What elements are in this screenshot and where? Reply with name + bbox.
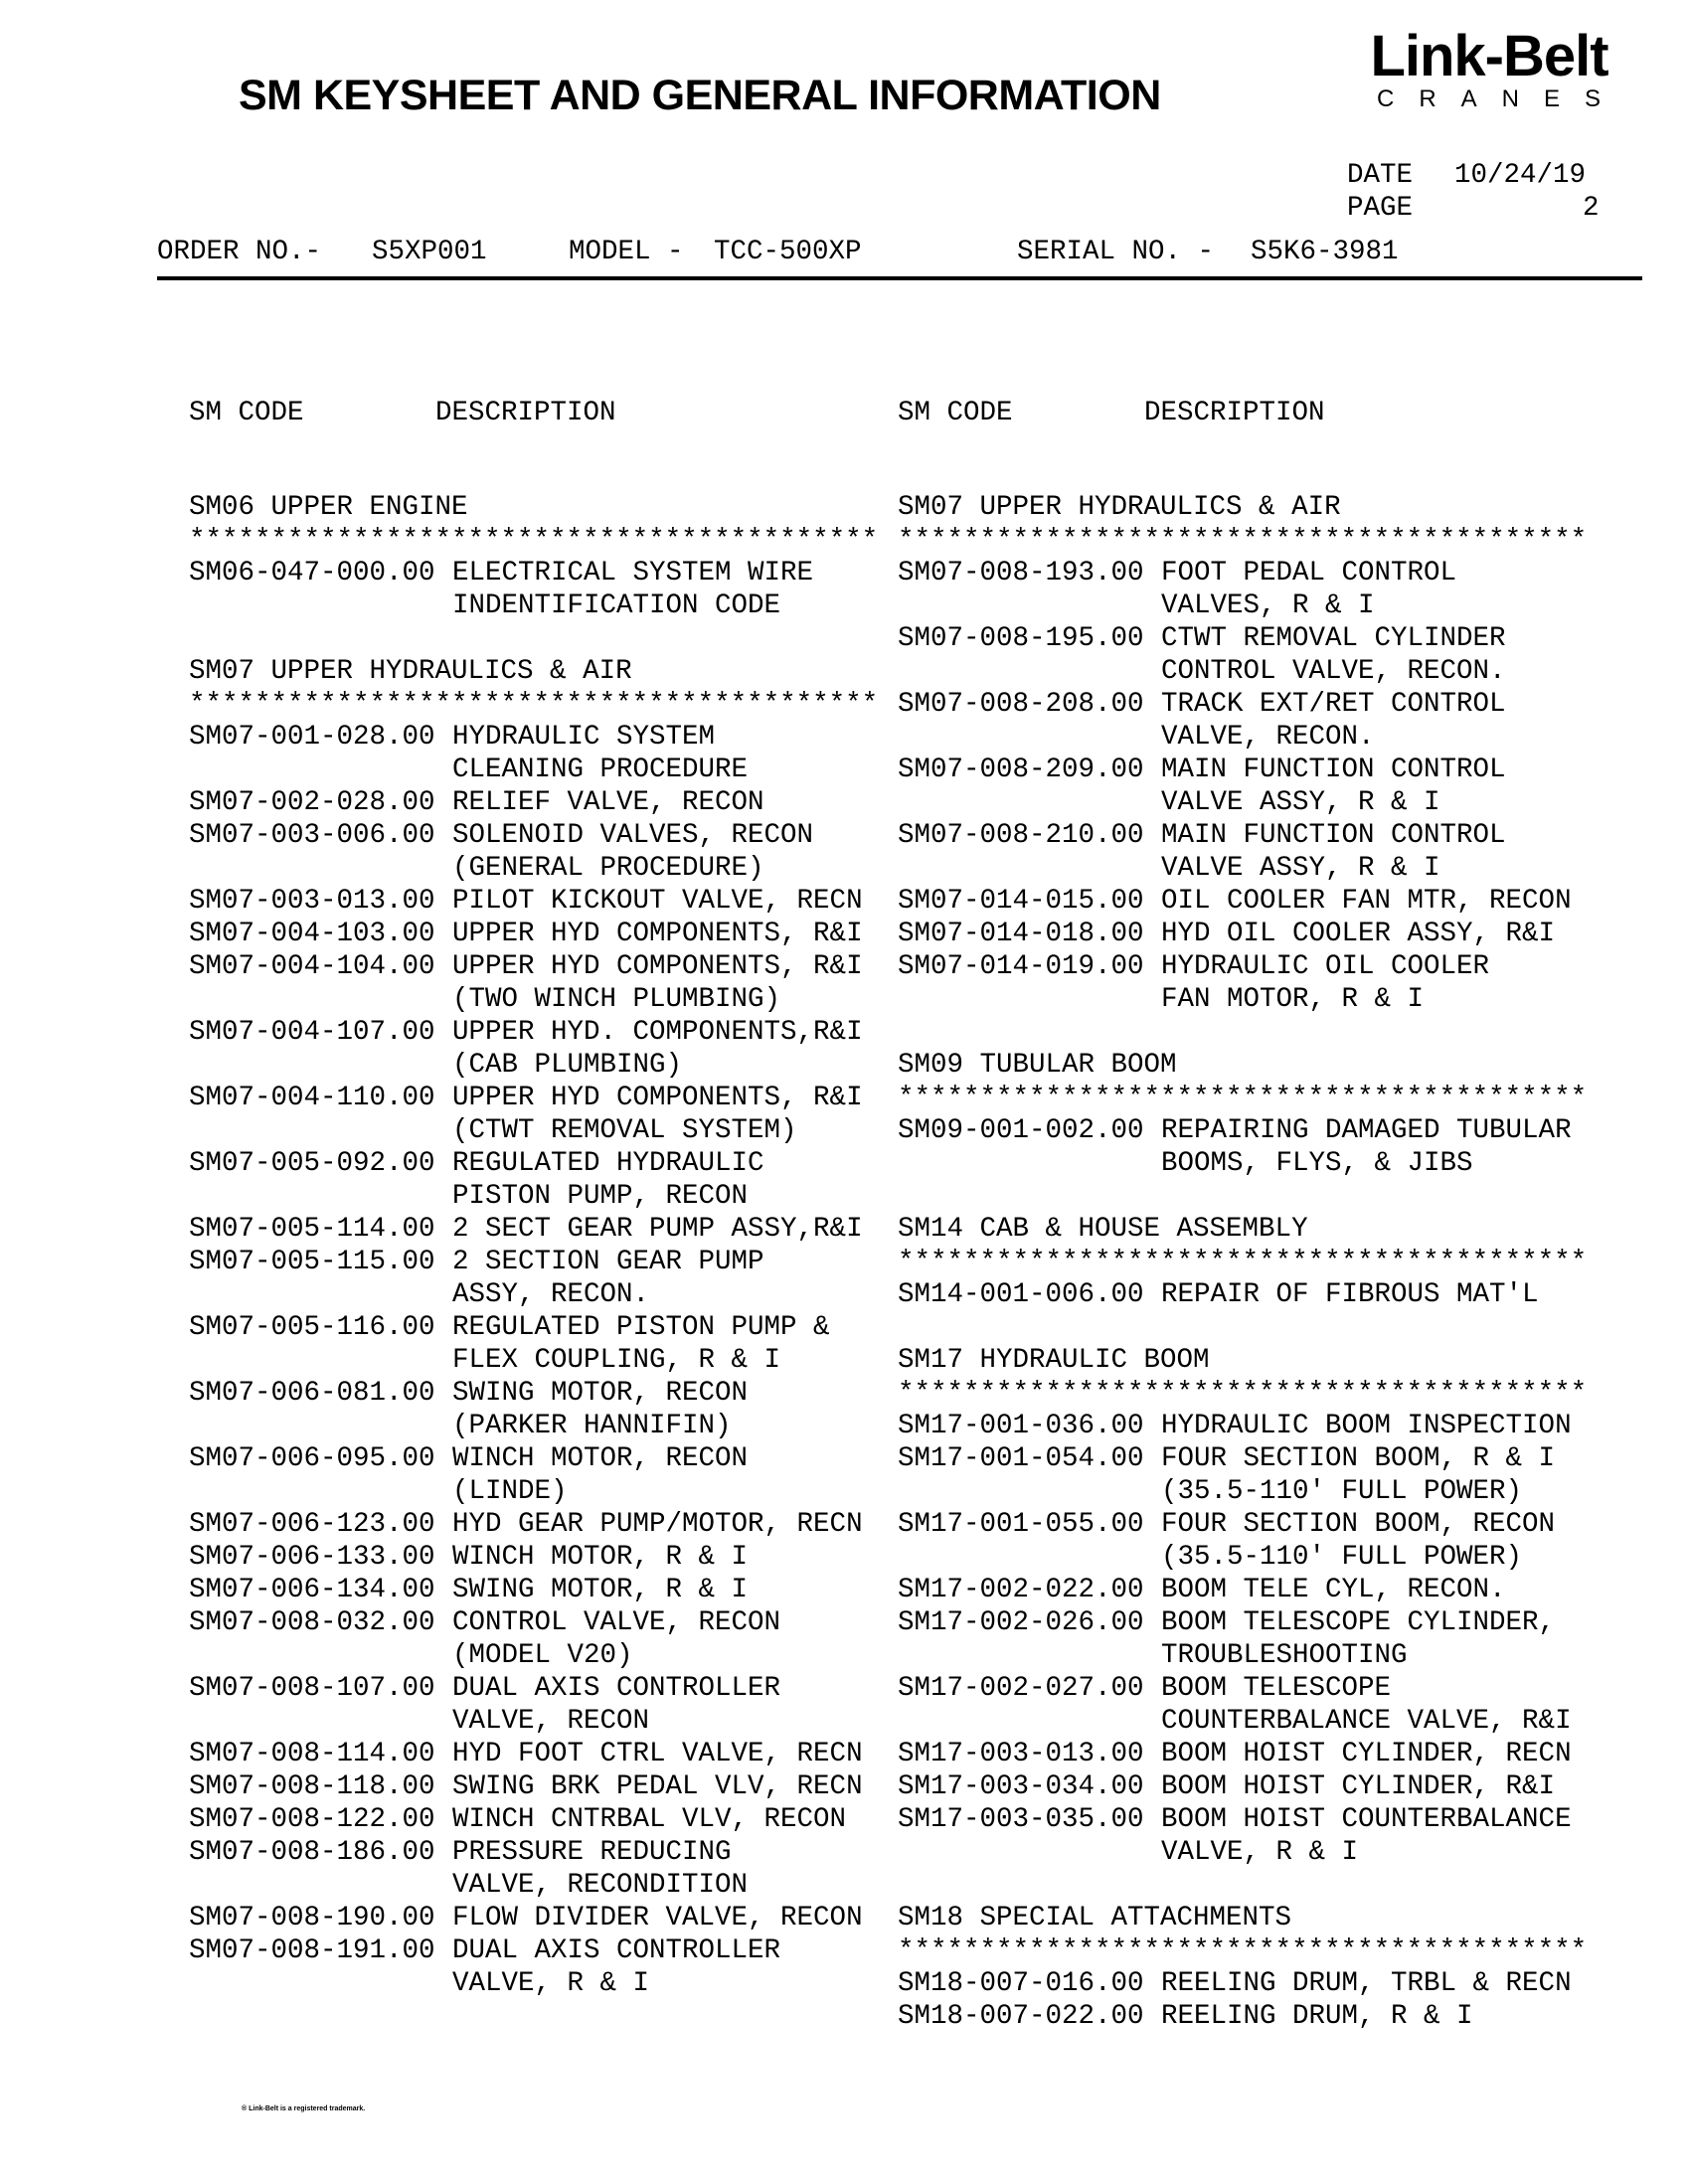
- entry-description: VALVE ASSY, R & I: [1161, 787, 1440, 818]
- entry-description: RELIEF VALVE, RECON: [452, 787, 764, 818]
- entry-description: SOLENOID VALVES, RECON: [452, 820, 814, 851]
- entry-description: (35.5-110' FULL POWER): [1161, 1542, 1523, 1573]
- manual-entry: [189, 918, 878, 950]
- sm-code: SM17-001-036.00: [898, 1411, 1144, 1441]
- model-value: TCC-500XP: [714, 237, 862, 267]
- manual-entry: [189, 1934, 878, 1967]
- asterisk-divider: [189, 688, 878, 721]
- entry-description: REELING DRUM, R & I: [1161, 2001, 1473, 2032]
- sm-code: SM07-004-103.00: [189, 919, 435, 949]
- entry-description: UPPER HYD COMPONENTS, R&I: [452, 919, 863, 949]
- entry-description: (CTWT REMOVAL SYSTEM): [452, 1115, 797, 1146]
- column-header: [189, 397, 878, 429]
- right-entry-list: [898, 491, 1587, 2033]
- entry-description: HYD FOOT CTRL VALVE, RECN: [452, 1739, 863, 1769]
- asterisk-rule: ******************************************: [898, 1247, 1588, 1277]
- sm-code: SM07-006-095.00: [189, 1443, 435, 1474]
- entry-continuation: [189, 1639, 878, 1672]
- entry-description: REGULATED PISTON PUMP &: [452, 1312, 830, 1343]
- asterisk-rule: ******************************************: [898, 525, 1588, 556]
- entry-continuation: [189, 1344, 878, 1377]
- entry-description: FLOW DIVIDER VALVE, RECON: [452, 1903, 863, 1933]
- entry-description: (MODEL V20): [452, 1640, 633, 1671]
- manual-entry: [189, 1902, 878, 1934]
- entry-description: FOOT PEDAL CONTROL: [1161, 558, 1457, 588]
- manual-entry: [898, 1606, 1587, 1639]
- entry-description: VALVE, R & I: [1161, 1837, 1359, 1868]
- entry-description: 2 SECTION GEAR PUMP: [452, 1247, 764, 1277]
- page-number: 2: [1583, 193, 1600, 224]
- section-heading: [898, 1049, 1587, 1082]
- sm-code: SM07-008-107.00: [189, 1673, 435, 1704]
- asterisk-rule: ******************************************: [189, 689, 879, 720]
- entry-description: BOOM HOIST COUNTERBALANCE: [1161, 1804, 1572, 1835]
- entry-description: VALVE ASSY, R & I: [1161, 853, 1440, 884]
- entry-continuation: [189, 1475, 878, 1508]
- sm-code: SM07-008-210.00: [898, 820, 1144, 851]
- column-header: [898, 397, 1587, 429]
- order-label: ORDER NO.-: [157, 237, 322, 267]
- sm-code: SM17-002-026.00: [898, 1607, 1144, 1638]
- manual-entry: [189, 1442, 878, 1475]
- brand-logo: [1340, 24, 1638, 113]
- model-label: MODEL -: [569, 237, 684, 267]
- sm-code: SM07-003-006.00: [189, 820, 435, 851]
- section-title: SM09 TUBULAR BOOM: [898, 1050, 1177, 1081]
- manual-entry: [898, 1442, 1587, 1475]
- blank-line: [898, 1180, 1587, 1213]
- entry-description: (GENERAL PROCEDURE): [452, 853, 764, 884]
- sm-code: SM07-005-114.00: [189, 1214, 435, 1245]
- sm-code: SM17-003-013.00: [898, 1739, 1144, 1769]
- entry-description: DUAL AXIS CONTROLLER: [452, 1673, 781, 1704]
- sm-code: SM07-006-081.00: [189, 1378, 435, 1409]
- section-heading: [898, 1344, 1587, 1377]
- manual-entry: [189, 1672, 878, 1705]
- entry-continuation: [189, 589, 878, 622]
- entry-description: ELECTRICAL SYSTEM WIRE: [452, 558, 814, 588]
- blank-line: [898, 1016, 1587, 1049]
- manual-entry: [189, 1541, 878, 1574]
- entry-description: HYD GEAR PUMP/MOTOR, RECN: [452, 1509, 863, 1540]
- entry-continuation: [189, 1278, 878, 1311]
- serial-label: SERIAL NO. -: [1017, 237, 1215, 267]
- sm-code: SM17-002-027.00: [898, 1673, 1144, 1704]
- entry-description: REGULATED HYDRAULIC: [452, 1148, 764, 1179]
- entry-description: BOOMS, FLYS, & JIBS: [1161, 1148, 1473, 1179]
- section-heading: [898, 1902, 1587, 1934]
- entry-continuation: [189, 1049, 878, 1082]
- sm-code: SM07-006-134.00: [189, 1575, 435, 1605]
- entry-continuation: [189, 1705, 878, 1738]
- sm-code: SM07-005-092.00: [189, 1148, 435, 1179]
- sm-code: SM17-003-035.00: [898, 1804, 1144, 1835]
- manual-entry: [189, 1016, 878, 1049]
- sm-code: SM06-047-000.00: [189, 558, 435, 588]
- manual-entry: [189, 1311, 878, 1344]
- asterisk-rule: ******************************************: [189, 525, 879, 556]
- left-entry-list: [189, 491, 878, 2000]
- manual-entry: [898, 1508, 1587, 1541]
- entry-description: FAN MOTOR, R & I: [1161, 984, 1425, 1015]
- sm-code: SM17-001-055.00: [898, 1509, 1144, 1540]
- manual-entry: [898, 950, 1587, 983]
- sm-code: SM07-005-116.00: [189, 1312, 435, 1343]
- entry-description: HYD OIL COOLER ASSY, R&I: [1161, 919, 1556, 949]
- sm-code: SM07-006-133.00: [189, 1542, 435, 1573]
- manual-entry: [189, 1836, 878, 1869]
- entry-description: BOOM TELESCOPE: [1161, 1673, 1392, 1704]
- asterisk-divider: [898, 1377, 1587, 1410]
- entry-description: HYDRAULIC BOOM INSPECTION: [1161, 1411, 1572, 1441]
- sm-code: SM17-002-022.00: [898, 1575, 1144, 1605]
- sm-code: SM07-008-195.00: [898, 623, 1144, 654]
- logo-wordmark: Link-Belt: [1370, 24, 1608, 88]
- blank-line: [189, 622, 878, 655]
- sm-code: SM07-008-209.00: [898, 755, 1144, 785]
- sm-code: SM07-008-114.00: [189, 1739, 435, 1769]
- manual-entry: [189, 1508, 878, 1541]
- header-divider: [157, 276, 1642, 280]
- entry-description: WINCH CNTRBAL VLV, RECON: [452, 1804, 847, 1835]
- sm-code: SM17-003-034.00: [898, 1771, 1144, 1802]
- entry-description: SWING MOTOR, RECON: [452, 1378, 749, 1409]
- section-heading: [898, 491, 1587, 524]
- entry-description: WINCH MOTOR, RECON: [452, 1443, 749, 1474]
- entry-continuation: [898, 983, 1587, 1016]
- entry-description: PILOT KICKOUT VALVE, RECN: [452, 886, 863, 917]
- entry-description: 2 SECT GEAR PUMP ASSY,R&I: [452, 1214, 863, 1245]
- manual-entry: [189, 1213, 878, 1246]
- asterisk-divider: [898, 524, 1587, 557]
- order-number: S5XP001: [372, 237, 487, 267]
- date-value: 10/24/19: [1454, 160, 1587, 191]
- entry-continuation: [189, 983, 878, 1016]
- entry-continuation: [189, 1869, 878, 1902]
- manual-entry: [189, 819, 878, 852]
- entry-description: TRACK EXT/RET CONTROL: [1161, 689, 1506, 720]
- entry-description: CLEANING PROCEDURE: [452, 755, 749, 785]
- entry-description: (CAB PLUMBING): [452, 1050, 683, 1081]
- entry-description: UPPER HYD COMPONENTS, R&I: [452, 951, 863, 982]
- manual-entry: [189, 557, 878, 589]
- manual-entry: [898, 918, 1587, 950]
- entry-description: CONTROL VALVE, RECON.: [1161, 656, 1506, 687]
- manual-entry: [189, 786, 878, 819]
- entry-description: (LINDE): [452, 1476, 568, 1507]
- entry-continuation: [898, 1475, 1587, 1508]
- sm-code: SM07-014-015.00: [898, 886, 1144, 917]
- entry-description: VALVES, R & I: [1161, 590, 1375, 621]
- entry-description: (PARKER HANNIFIN): [452, 1411, 732, 1441]
- entry-description: (35.5-110' FULL POWER): [1161, 1476, 1523, 1507]
- sm-code: SM07-014-019.00: [898, 951, 1144, 982]
- manual-entry: [189, 1147, 878, 1180]
- sm-code: SM07-008-193.00: [898, 558, 1144, 588]
- code-column-header: SM CODE: [898, 398, 1013, 428]
- entry-description: BOOM TELESCOPE CYLINDER,: [1161, 1607, 1556, 1638]
- section-title: SM18 SPECIAL ATTACHMENTS: [898, 1903, 1292, 1933]
- sm-code: SM07-008-191.00: [189, 1935, 435, 1966]
- entry-description: PISTON PUMP, RECON: [452, 1181, 749, 1212]
- sm-code: SM09-001-002.00: [898, 1115, 1144, 1146]
- blank-line: [898, 1311, 1587, 1344]
- manual-entry: [189, 1377, 878, 1410]
- entry-description: BOOM TELE CYL, RECON.: [1161, 1575, 1506, 1605]
- section-heading: [898, 1213, 1587, 1246]
- section-title: SM07 UPPER HYDRAULICS & AIR: [898, 492, 1341, 523]
- section-title: SM17 HYDRAULIC BOOM: [898, 1345, 1210, 1376]
- manual-entry: [898, 1278, 1587, 1311]
- sm-code: SM14-001-006.00: [898, 1279, 1144, 1310]
- manual-entry: [189, 1606, 878, 1639]
- entry-description: HYDRAULIC OIL COOLER: [1161, 951, 1490, 982]
- manual-entry: [189, 1574, 878, 1606]
- entry-description: REPAIR OF FIBROUS MAT'L: [1161, 1279, 1539, 1310]
- entry-continuation: [189, 1410, 878, 1442]
- entry-description: WINCH MOTOR, R & I: [452, 1542, 749, 1573]
- entry-description: BOOM HOIST CYLINDER, RECN: [1161, 1739, 1572, 1769]
- section-heading: [189, 491, 878, 524]
- entry-description: VALVE, R & I: [452, 1968, 650, 1999]
- entry-continuation: [189, 1114, 878, 1147]
- manual-entry: [189, 950, 878, 983]
- entry-description: REELING DRUM, TRBL & RECN: [1161, 1968, 1572, 1999]
- asterisk-rule: ******************************************: [898, 1083, 1588, 1113]
- section-heading: [189, 655, 878, 688]
- manual-entry: [898, 2000, 1587, 2033]
- right-column: [898, 335, 1587, 2064]
- entry-description: MAIN FUNCTION CONTROL: [1161, 755, 1506, 785]
- logo-subtitle: CRANES: [1376, 85, 1626, 112]
- left-column: [189, 335, 878, 2031]
- entry-description: VALVE, RECONDITION: [452, 1870, 749, 1901]
- manual-entry: [898, 1672, 1587, 1705]
- manual-entry: [189, 1738, 878, 1770]
- date-label: DATE: [1347, 160, 1414, 191]
- manual-entry: [189, 1082, 878, 1114]
- sm-code: SM07-004-110.00: [189, 1083, 435, 1113]
- entry-continuation: [898, 1541, 1587, 1574]
- sm-code: SM07-008-122.00: [189, 1804, 435, 1835]
- section-title: SM07 UPPER HYDRAULICS & AIR: [189, 656, 632, 687]
- manual-entry: [189, 1246, 878, 1278]
- entry-description: PRESSURE REDUCING: [452, 1837, 732, 1868]
- entry-description: TROUBLESHOOTING: [1161, 1640, 1408, 1671]
- entry-continuation: [898, 589, 1587, 622]
- sm-code: SM07-001-028.00: [189, 722, 435, 753]
- sm-code: SM17-001-054.00: [898, 1443, 1144, 1474]
- manual-entry: [189, 721, 878, 754]
- entry-description: FOUR SECTION BOOM, RECON: [1161, 1509, 1556, 1540]
- manual-entry: [898, 819, 1587, 852]
- sm-code: SM07-006-123.00: [189, 1509, 435, 1540]
- entry-continuation: [898, 721, 1587, 754]
- blank-line: [898, 1869, 1587, 1902]
- entry-description: FOUR SECTION BOOM, R & I: [1161, 1443, 1556, 1474]
- entry-continuation: [898, 852, 1587, 885]
- entry-description: INDENTIFICATION CODE: [452, 590, 781, 621]
- sm-code: SM07-014-018.00: [898, 919, 1144, 949]
- page-label: PAGE: [1347, 193, 1414, 224]
- manual-entry: [898, 622, 1587, 655]
- manual-entry: [898, 1574, 1587, 1606]
- entry-continuation: [898, 1147, 1587, 1180]
- manual-entry: [898, 688, 1587, 721]
- manual-entry: [898, 885, 1587, 918]
- asterisk-divider: [898, 1246, 1587, 1278]
- asterisk-divider: [189, 524, 878, 557]
- sm-code: SM07-003-013.00: [189, 886, 435, 917]
- sm-code: SM18-007-016.00: [898, 1968, 1144, 1999]
- entry-description: SWING MOTOR, R & I: [452, 1575, 749, 1605]
- entry-description: FLEX COUPLING, R & I: [452, 1345, 781, 1376]
- sm-code: SM07-002-028.00: [189, 787, 435, 818]
- serial-number: S5K6-3981: [1251, 237, 1399, 267]
- page-title: SM KEYSHEET AND GENERAL INFORMATION: [239, 72, 1161, 119]
- manual-entry: [898, 1967, 1587, 2000]
- entry-description: UPPER HYD COMPONENTS, R&I: [452, 1083, 863, 1113]
- entry-description: DUAL AXIS CONTROLLER: [452, 1935, 781, 1966]
- entry-description: ASSY, RECON.: [452, 1279, 650, 1310]
- manual-entry: [898, 1410, 1587, 1442]
- manual-entry: [898, 1770, 1587, 1803]
- description-column-header: DESCRIPTION: [1144, 398, 1325, 428]
- entry-description: SWING BRK PEDAL VLV, RECN: [452, 1771, 863, 1802]
- entry-description: REPAIRING DAMAGED TUBULAR: [1161, 1115, 1572, 1146]
- entry-description: HYDRAULIC SYSTEM: [452, 722, 716, 753]
- sm-code: SM07-008-032.00: [189, 1607, 435, 1638]
- manual-entry: [898, 1114, 1587, 1147]
- sm-code: SM07-008-190.00: [189, 1903, 435, 1933]
- manual-entry: [898, 557, 1587, 589]
- sm-code: SM18-007-022.00: [898, 2001, 1144, 2032]
- entry-description: MAIN FUNCTION CONTROL: [1161, 820, 1506, 851]
- entry-continuation: [189, 754, 878, 786]
- entry-description: (TWO WINCH PLUMBING): [452, 984, 781, 1015]
- entry-continuation: [898, 1836, 1587, 1869]
- entry-continuation: [189, 852, 878, 885]
- asterisk-rule: ******************************************: [898, 1378, 1588, 1409]
- entry-continuation: [898, 1639, 1587, 1672]
- manual-entry: [189, 1770, 878, 1803]
- entry-continuation: [898, 786, 1587, 819]
- entry-description: CTWT REMOVAL CYLINDER: [1161, 623, 1506, 654]
- entry-description: VALVE, RECON.: [1161, 722, 1375, 753]
- asterisk-divider: [898, 1082, 1587, 1114]
- manual-entry: [189, 885, 878, 918]
- asterisk-rule: ******************************************: [898, 1935, 1588, 1966]
- manual-entry: [898, 754, 1587, 786]
- entry-description: OIL COOLER FAN MTR, RECON: [1161, 886, 1572, 917]
- asterisk-divider: [898, 1934, 1587, 1967]
- description-column-header: DESCRIPTION: [435, 398, 616, 428]
- entry-description: CONTROL VALVE, RECON: [452, 1607, 781, 1638]
- code-column-header: SM CODE: [189, 398, 304, 428]
- manual-entry: [898, 1803, 1587, 1836]
- entry-description: UPPER HYD. COMPONENTS,R&I: [452, 1017, 863, 1048]
- sm-code: SM07-004-107.00: [189, 1017, 435, 1048]
- sm-code: SM07-005-115.00: [189, 1247, 435, 1277]
- entry-continuation: [898, 1705, 1587, 1738]
- trademark-note: ® Link-Belt is a registered trademark.: [242, 2105, 366, 2112]
- sm-code: SM07-008-118.00: [189, 1771, 435, 1802]
- entry-continuation: [898, 655, 1587, 688]
- entry-description: COUNTERBALANCE VALVE, R&I: [1161, 1706, 1572, 1737]
- section-title: SM14 CAB & HOUSE ASSEMBLY: [898, 1214, 1308, 1245]
- sm-code: SM07-004-104.00: [189, 951, 435, 982]
- entry-continuation: [189, 1180, 878, 1213]
- manual-entry: [189, 1803, 878, 1836]
- entry-continuation: [189, 1967, 878, 2000]
- manual-entry: [898, 1738, 1587, 1770]
- section-title: SM06 UPPER ENGINE: [189, 492, 468, 523]
- sm-code: SM07-008-186.00: [189, 1837, 435, 1868]
- entry-description: VALVE, RECON: [452, 1706, 650, 1737]
- sm-code: SM07-008-208.00: [898, 689, 1144, 720]
- entry-description: BOOM HOIST CYLINDER, R&I: [1161, 1771, 1556, 1802]
